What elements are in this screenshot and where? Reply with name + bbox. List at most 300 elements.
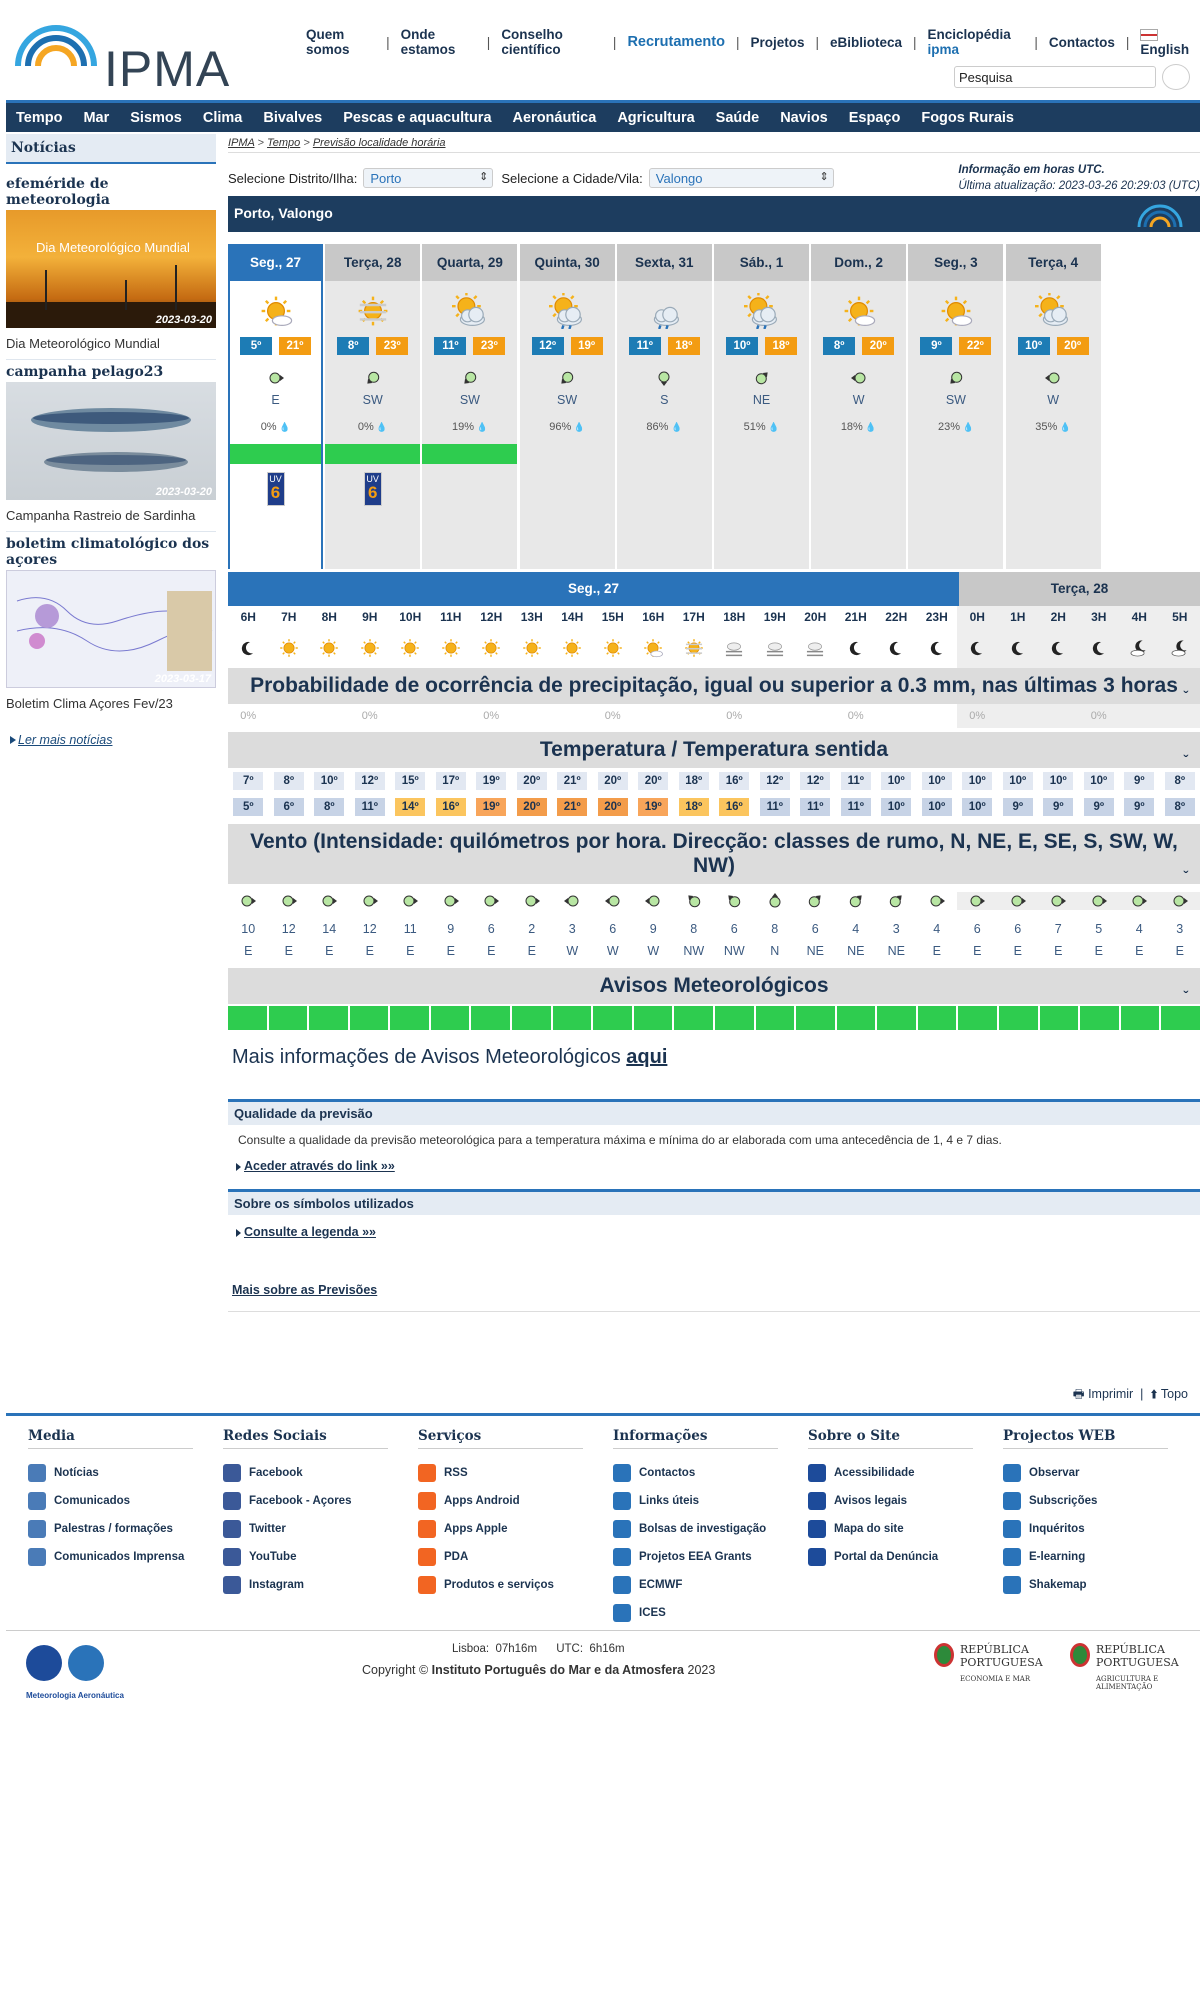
- footer-link[interactable]: [223, 1487, 388, 1515]
- nav-item-saúde[interactable]: Saúde: [715, 109, 760, 126]
- nav-item-sismos[interactable]: Sismos: [130, 109, 182, 126]
- hourly-day-2[interactable]: Terça, 28: [959, 572, 1200, 606]
- precip-value: 35%: [1035, 421, 1058, 433]
- precip-cell: 0%: [957, 704, 998, 728]
- printer-icon[interactable]: 🖶: [1072, 1387, 1085, 1401]
- weather-icon: [1035, 293, 1071, 329]
- hour-label[interactable]: 22H: [885, 610, 908, 624]
- wind-arrow-icon: [714, 369, 809, 387]
- min-temp: 11º: [434, 337, 466, 355]
- hour-label[interactable]: 6H: [240, 610, 256, 624]
- republica-logo-1[interactable]: REPÚBLICA PORTUGUESA ECONOMIA E MAR: [934, 1643, 1064, 1683]
- nav-item-clima[interactable]: Clima: [202, 109, 243, 126]
- footer-link-label: Bolsas de investigação: [639, 1523, 767, 1535]
- aviso-green-cell[interactable]: [837, 1006, 876, 1030]
- link-recrutamento[interactable]: Recrutamento: [627, 34, 725, 50]
- footer-link[interactable]: [28, 1459, 193, 1487]
- warning-green-bar: [422, 444, 517, 464]
- aviso-green-cell[interactable]: [674, 1006, 713, 1030]
- news-caption-1[interactable]: Dia Meteorológico Mundial: [6, 328, 216, 360]
- hour-weather-icon: [917, 628, 958, 668]
- aviso-green-cell[interactable]: [1161, 1006, 1200, 1030]
- footer-pda-icon: [418, 1548, 436, 1566]
- footer-link[interactable]: [418, 1459, 583, 1487]
- precip-cell: [674, 704, 715, 728]
- breadcrumb-ipma[interactable]: IPMA: [228, 137, 255, 149]
- footer-link[interactable]: [28, 1487, 193, 1515]
- footer-link[interactable]: [28, 1515, 193, 1543]
- aviso-green-cell[interactable]: [715, 1006, 754, 1030]
- link-projetos[interactable]: Projetos: [750, 34, 805, 50]
- hour-label[interactable]: 9H: [362, 610, 378, 624]
- republica-logo-2[interactable]: REPÚBLICA PORTUGUESA AGRICULTURA E ALIMENTAÇÃO: [1070, 1643, 1200, 1691]
- day-column[interactable]: [811, 244, 906, 569]
- footer-col-title: Serviços: [418, 1428, 583, 1449]
- footer-link[interactable]: [223, 1543, 388, 1571]
- news-image-3[interactable]: [6, 570, 216, 688]
- temp-cell: [876, 772, 917, 790]
- hour-weather-icon: [593, 628, 634, 668]
- footer-link[interactable]: [808, 1487, 973, 1515]
- day-header[interactable]: Terça, 4: [1006, 244, 1101, 281]
- aviso-green-cell[interactable]: [634, 1006, 673, 1030]
- feels-value: 10º: [922, 798, 952, 816]
- feels-cell: [471, 798, 512, 816]
- news-image-2[interactable]: [6, 382, 216, 500]
- sunset-illustration: [6, 210, 216, 328]
- hour-label[interactable]: 3H: [1079, 606, 1120, 628]
- search-input[interactable]: [954, 66, 1156, 88]
- raindrop-icon: 💧: [276, 422, 291, 432]
- day-column[interactable]: [422, 244, 517, 569]
- temp-value: 21º: [557, 772, 587, 790]
- max-temp: 23º: [473, 337, 505, 355]
- wind-speed: 12: [281, 922, 296, 936]
- precip-value: 18%: [840, 421, 863, 433]
- wind-speed: 4: [852, 922, 860, 936]
- aviso-green-cell[interactable]: [756, 1006, 795, 1030]
- hour-label[interactable]: 19H: [763, 610, 786, 624]
- symbols-link[interactable]: Consulte a legenda »»: [228, 1221, 1200, 1243]
- day-column[interactable]: [325, 244, 420, 569]
- temp-section-title[interactable]: Temperatura / Temperatura sentida ˇ: [228, 732, 1200, 768]
- precip-cell: [309, 704, 350, 728]
- feels-cell: [1079, 798, 1120, 816]
- news-title-3[interactable]: boletim climatológico dos açores: [6, 536, 210, 568]
- temp-value: 10º: [1003, 772, 1033, 790]
- temp-cell: [350, 772, 391, 790]
- footer-link[interactable]: [808, 1543, 973, 1571]
- footer-link[interactable]: [28, 1543, 193, 1571]
- wind-arrow-icon: [325, 369, 420, 387]
- day-column[interactable]: [1006, 244, 1101, 569]
- footer-link[interactable]: [418, 1571, 583, 1599]
- wind-arrows: [228, 884, 1200, 918]
- hour-label[interactable]: 20H: [804, 610, 827, 624]
- feels-value: 6º: [274, 798, 304, 816]
- day-column[interactable]: [617, 244, 712, 569]
- footer-link[interactable]: [418, 1543, 583, 1571]
- footer-rss-icon: [418, 1464, 436, 1482]
- quality-link[interactable]: Aceder através do link »»: [228, 1155, 1200, 1177]
- update-info: [958, 162, 1200, 194]
- news-date-3: 2023-03-17: [154, 673, 211, 685]
- hour-label[interactable]: 4H: [1119, 606, 1160, 628]
- temp-cell: [390, 772, 431, 790]
- wind-arrow-icon: [228, 892, 269, 910]
- link-enciclopedia[interactable]: Enciclopédia ipma: [927, 27, 1011, 57]
- precip-probability: [520, 421, 615, 433]
- precip-cell: 0%: [1079, 704, 1120, 728]
- day-temps: [520, 337, 615, 355]
- bottom-bar: [6, 1630, 1200, 1720]
- raindrop-icon: 💧: [571, 422, 585, 432]
- hour-label[interactable]: 17H: [682, 610, 705, 624]
- main-content: [228, 134, 1200, 1297]
- weather-icon: [258, 293, 294, 329]
- day-header[interactable]: Quarta, 29: [422, 244, 517, 281]
- day-temps: [714, 337, 809, 355]
- footer-col-title: Informações: [613, 1428, 778, 1449]
- aviso-green-cell[interactable]: [593, 1006, 632, 1030]
- feels-row: [228, 794, 1200, 820]
- aviso-green-cell[interactable]: [309, 1006, 348, 1030]
- aviso-green-cell[interactable]: [918, 1006, 957, 1030]
- footer-link[interactable]: [223, 1459, 388, 1487]
- feels-value: 8º: [314, 798, 344, 816]
- aviso-green-cell[interactable]: [350, 1006, 389, 1030]
- day-header[interactable]: Quinta, 30: [520, 244, 615, 281]
- precip-cell: [998, 704, 1039, 728]
- wind-speed: 11: [403, 922, 417, 936]
- temp-cell: [269, 772, 310, 790]
- aviso-green-cell[interactable]: [1040, 1006, 1079, 1030]
- footer-link[interactable]: [613, 1515, 778, 1543]
- aviso-green-cell[interactable]: [796, 1006, 835, 1030]
- aviso-green-cell[interactable]: [1080, 1006, 1119, 1030]
- nav-item-navios[interactable]: Navios: [780, 109, 828, 126]
- wind-direction: SW: [362, 393, 383, 407]
- breadcrumb-previsao[interactable]: Previsão localidade horária: [312, 137, 446, 149]
- top-link[interactable]: Topo: [1160, 1387, 1188, 1401]
- hour-weather-icon: [390, 628, 431, 668]
- footer-link[interactable]: [1003, 1459, 1168, 1487]
- footer-link[interactable]: [223, 1515, 388, 1543]
- hour-label[interactable]: 7H: [281, 610, 297, 624]
- hour-weather-icon: [1038, 628, 1079, 668]
- wind-arrow-icon: [617, 369, 712, 387]
- copyright: Copyright © Instituto Português do Mar e da Atmosfera 2023: [362, 1663, 716, 1677]
- wind-dir: E: [1135, 944, 1144, 958]
- temp-value: 17º: [436, 772, 466, 790]
- precip-section-title[interactable]: Probabilidade de ocorrência de precipitação, igual ou superior a 0.3 mm, nas últimas 3 horas ˇ: [228, 668, 1200, 704]
- hour-label[interactable]: 16H: [642, 610, 665, 624]
- day-header[interactable]: Seg., 3: [908, 244, 1003, 281]
- quality-box: [228, 1099, 1200, 1177]
- footer-ecmwf-icon: [613, 1576, 631, 1594]
- day-header[interactable]: Dom., 2: [811, 244, 906, 281]
- footer-link[interactable]: [223, 1571, 388, 1599]
- min-temp: 10º: [1018, 337, 1050, 355]
- hour-label[interactable]: 23H: [925, 610, 948, 624]
- aviso-green-cell[interactable]: [1121, 1006, 1160, 1030]
- wind-section-title[interactable]: Vento (Intensidade: quilómetros por hora. Direcção: classes de rumo, N, NE, E, SE, S, SW, W, NW) ˇ: [228, 824, 1200, 884]
- hour-weather-icon: [957, 628, 998, 668]
- feels-cell: [593, 798, 634, 816]
- wind-arrow-icon: [230, 369, 321, 387]
- top-links: Quem somos | Onde estamos | Conselho científico | Recrutamento | Projetos | eBiblioteca | Enciclopédia ipma | Contactos | English: [306, 27, 1200, 57]
- footer-youtube-icon: [223, 1548, 241, 1566]
- footer-col-title: Redes Sociais: [223, 1428, 388, 1449]
- precip-value: 86%: [646, 421, 669, 433]
- nav-item-bivalves[interactable]: Bivalves: [263, 109, 323, 126]
- hour-label[interactable]: 0H: [957, 606, 998, 628]
- footer-link[interactable]: [418, 1515, 583, 1543]
- footer-col-title: Sobre o Site: [808, 1428, 973, 1449]
- day-column[interactable]: [714, 244, 809, 569]
- feels-value: 11º: [841, 798, 871, 816]
- hour-label[interactable]: 8H: [321, 610, 337, 624]
- raindrop-icon: 💧: [765, 422, 780, 432]
- feels-value: 9º: [1084, 798, 1114, 816]
- precip-value: 51%: [743, 421, 766, 433]
- wind-dir: E: [446, 944, 455, 958]
- hour-label[interactable]: 5H: [1160, 606, 1200, 628]
- precip-cell: 0%: [361, 710, 378, 722]
- day-temps: [230, 337, 321, 355]
- feels-value: 9º: [1043, 798, 1073, 816]
- wind-arrow-icon: [908, 369, 1003, 387]
- footer-link[interactable]: [613, 1459, 778, 1487]
- wind-arrow-icon: [795, 892, 836, 910]
- more-forecasts-link[interactable]: Mais sobre as Previsões: [228, 1283, 1200, 1312]
- aviso-green-cell[interactable]: [228, 1006, 267, 1030]
- day-temps: [617, 337, 712, 355]
- nav-item-agricultura[interactable]: Agricultura: [617, 109, 695, 126]
- wind-dir: E: [325, 944, 334, 958]
- certification-logo: [22, 1639, 122, 1699]
- wind-speed: 6: [973, 922, 981, 936]
- ipma-logo[interactable]: [14, 22, 231, 97]
- max-temp: 23º: [376, 337, 408, 355]
- wind-direction: W: [1047, 393, 1059, 407]
- precip-probability: [230, 421, 321, 433]
- feels-cell: [1160, 798, 1200, 816]
- footer-link[interactable]: [613, 1599, 778, 1627]
- day-column[interactable]: [520, 244, 615, 569]
- nav-item-tempo[interactable]: Tempo: [16, 109, 63, 126]
- hour-label[interactable]: 13H: [520, 610, 543, 624]
- feels-value: 9º: [1124, 798, 1154, 816]
- footer-col-title: Projectos WEB: [1003, 1428, 1168, 1449]
- logo-text: IPMA: [104, 41, 231, 97]
- day-header[interactable]: Sáb., 1: [714, 244, 809, 281]
- logo-arc-icon: [14, 22, 98, 72]
- temp-value: 12º: [355, 772, 385, 790]
- feels-value: 21º: [557, 798, 587, 816]
- top-arrow-icon[interactable]: ⬆: [1150, 1387, 1158, 1401]
- temp-cell: [552, 772, 593, 790]
- temp-value: 10º: [922, 772, 952, 790]
- aviso-green-cell[interactable]: [431, 1006, 470, 1030]
- wind-dir: NE: [806, 944, 824, 958]
- footer-link[interactable]: [1003, 1571, 1168, 1599]
- precip-cell: [552, 704, 593, 728]
- max-temp: 18º: [668, 337, 700, 355]
- hour-weather-icon: [350, 628, 391, 668]
- temp-row: [228, 768, 1200, 794]
- utc-note: Informação em horas UTC.: [958, 164, 1105, 176]
- search-button[interactable]: [1162, 64, 1190, 90]
- footer-link-label: Shakemap: [1029, 1579, 1087, 1591]
- precip-probability: [714, 421, 809, 433]
- aviso-green-cell[interactable]: [269, 1006, 308, 1030]
- hour-label[interactable]: 14H: [561, 610, 584, 624]
- uv-index-icon: UV 6: [267, 472, 285, 506]
- wind-arrow-icon: [350, 892, 391, 910]
- wind-speed: 4: [933, 922, 941, 936]
- wind-arrow-icon: [269, 892, 310, 910]
- more-news-link[interactable]: Ler mais notícias: [6, 733, 216, 747]
- hour-label[interactable]: 10H: [399, 610, 422, 624]
- link-onde-estamos[interactable]: Onde estamos: [400, 27, 456, 57]
- precip-probability: [325, 421, 420, 433]
- nav-item-mar[interactable]: Mar: [83, 109, 110, 126]
- district-label: Selecione Distrito/Ilha:: [228, 170, 358, 186]
- hour-label[interactable]: 1H: [998, 606, 1039, 628]
- wind-dir: E: [527, 944, 536, 958]
- news-title-2[interactable]: campanha pelago23: [6, 364, 164, 380]
- temp-value: 9º: [1124, 772, 1154, 790]
- news-caption-3[interactable]: Boletim Clima Açores Fev/23: [6, 696, 173, 711]
- nav-item-espaço[interactable]: Espaço: [848, 109, 901, 126]
- footer-link[interactable]: [613, 1571, 778, 1599]
- hourly-forecast: [228, 572, 1200, 1312]
- link-ebiblioteca[interactable]: eBiblioteca: [829, 34, 903, 50]
- link-english[interactable]: English: [1140, 27, 1200, 57]
- avisos-link[interactable]: aqui: [626, 1046, 668, 1068]
- district-select[interactable]: Porto ⇕: [363, 168, 493, 188]
- symbols-box: [228, 1189, 1200, 1243]
- max-temp: 21º: [279, 337, 311, 355]
- day-column[interactable]: [908, 244, 1003, 569]
- precip-cell: 0%: [726, 710, 743, 722]
- wind-arrow-icon: [876, 892, 917, 910]
- wind-direction: S: [660, 393, 669, 407]
- footer-link-label: E-learning: [1029, 1551, 1086, 1563]
- aviso-green-cell[interactable]: [958, 1006, 997, 1030]
- wind-direction: W: [852, 393, 865, 407]
- wind-arrow-icon: [1038, 892, 1079, 910]
- breadcrumb-tempo[interactable]: Tempo: [267, 137, 301, 149]
- precip-probability: [811, 421, 906, 433]
- feels-value: 8º: [1165, 798, 1195, 816]
- aviso-green-cell[interactable]: [471, 1006, 510, 1030]
- hourly-day-1[interactable]: Seg., 27: [228, 572, 959, 606]
- feels-value: 10º: [962, 798, 992, 816]
- temp-value: 12º: [800, 772, 830, 790]
- day-column[interactable]: [228, 244, 323, 569]
- aviso-green-cell[interactable]: [999, 1006, 1038, 1030]
- footer-link-label: Mapa do site: [834, 1523, 904, 1535]
- temp-value: 10º: [1084, 772, 1114, 790]
- wind-speed: 6: [730, 922, 738, 936]
- day-header[interactable]: Sexta, 31: [617, 244, 712, 281]
- link-quem-somos[interactable]: Quem somos: [306, 27, 350, 57]
- precip-cell: [1119, 704, 1160, 728]
- temp-value: 18º: [679, 772, 709, 790]
- footer-link[interactable]: [808, 1515, 973, 1543]
- hour-label[interactable]: 12H: [480, 610, 503, 624]
- hour-label[interactable]: 11H: [440, 610, 462, 624]
- precip-cell: [269, 704, 310, 728]
- footer-e-learning-icon: [1003, 1548, 1021, 1566]
- footer-link[interactable]: [613, 1487, 778, 1515]
- feels-cell: [228, 798, 269, 816]
- feels-value: 19º: [638, 798, 668, 816]
- nav-item-pescas-e-aquacultura[interactable]: Pescas e aquacultura: [343, 109, 492, 126]
- wind-arrow-icon: [811, 369, 906, 387]
- print-link[interactable]: Imprimir: [1088, 1387, 1134, 1401]
- raindrop-icon: 💧: [862, 422, 877, 432]
- hour-weather-icon: [1079, 628, 1120, 668]
- hour-label[interactable]: 18H: [723, 610, 746, 624]
- nav-item-fogos-rurais[interactable]: Fogos Rurais: [921, 109, 1014, 126]
- link-conselho[interactable]: Conselho científico: [501, 27, 563, 57]
- footer-link[interactable]: [1003, 1543, 1168, 1571]
- footer-link[interactable]: [418, 1487, 583, 1515]
- aviso-green-cell[interactable]: [553, 1006, 592, 1030]
- day-header[interactable]: Terça, 28: [325, 244, 420, 281]
- wind-dir: E: [406, 944, 415, 958]
- aviso-green-cell[interactable]: [512, 1006, 551, 1030]
- wind-dir: W: [606, 944, 619, 958]
- hour-label[interactable]: 2H: [1038, 606, 1079, 628]
- aviso-green-cell[interactable]: [877, 1006, 916, 1030]
- footer-shakemap-icon: [1003, 1576, 1021, 1594]
- news-title-1[interactable]: efeméride de meteorologia: [6, 176, 110, 208]
- daily-forecast: [228, 244, 1200, 569]
- temp-value: 20º: [638, 772, 668, 790]
- precip-probability: [422, 421, 517, 433]
- city-select[interactable]: Valongo ⇕: [649, 168, 834, 188]
- wind-arrow-icon: [431, 892, 472, 910]
- footer-link[interactable]: [1003, 1515, 1168, 1543]
- news-caption-2[interactable]: Campanha Rastreio de Sardinha: [6, 500, 216, 532]
- hour-label[interactable]: 21H: [844, 610, 867, 624]
- aviso-green-cell[interactable]: [390, 1006, 429, 1030]
- news-image-1[interactable]: [6, 210, 216, 328]
- feels-cell: [998, 798, 1039, 816]
- symbols-title: Sobre os símbolos utilizados: [228, 1192, 1200, 1215]
- wind-arrow-icon: [674, 892, 715, 910]
- footer-link[interactable]: [808, 1459, 973, 1487]
- hour-label[interactable]: 15H: [601, 610, 624, 624]
- day-header[interactable]: Seg., 27: [230, 244, 321, 281]
- nav-item-aeronáutica[interactable]: Aeronáutica: [512, 109, 597, 126]
- wind-direction: NE: [752, 393, 771, 407]
- wind-dir: E: [1054, 944, 1063, 958]
- feels-value: 20º: [598, 798, 628, 816]
- footer-link[interactable]: [1003, 1487, 1168, 1515]
- min-temp: 8º: [337, 337, 369, 355]
- wind-speed: 6: [487, 922, 495, 936]
- wind-speed: 3: [568, 922, 576, 936]
- link-contactos[interactable]: Contactos: [1048, 34, 1115, 50]
- footer-link[interactable]: [613, 1543, 778, 1571]
- footer-link-label: PDA: [444, 1551, 469, 1563]
- temp-cell: [228, 772, 269, 790]
